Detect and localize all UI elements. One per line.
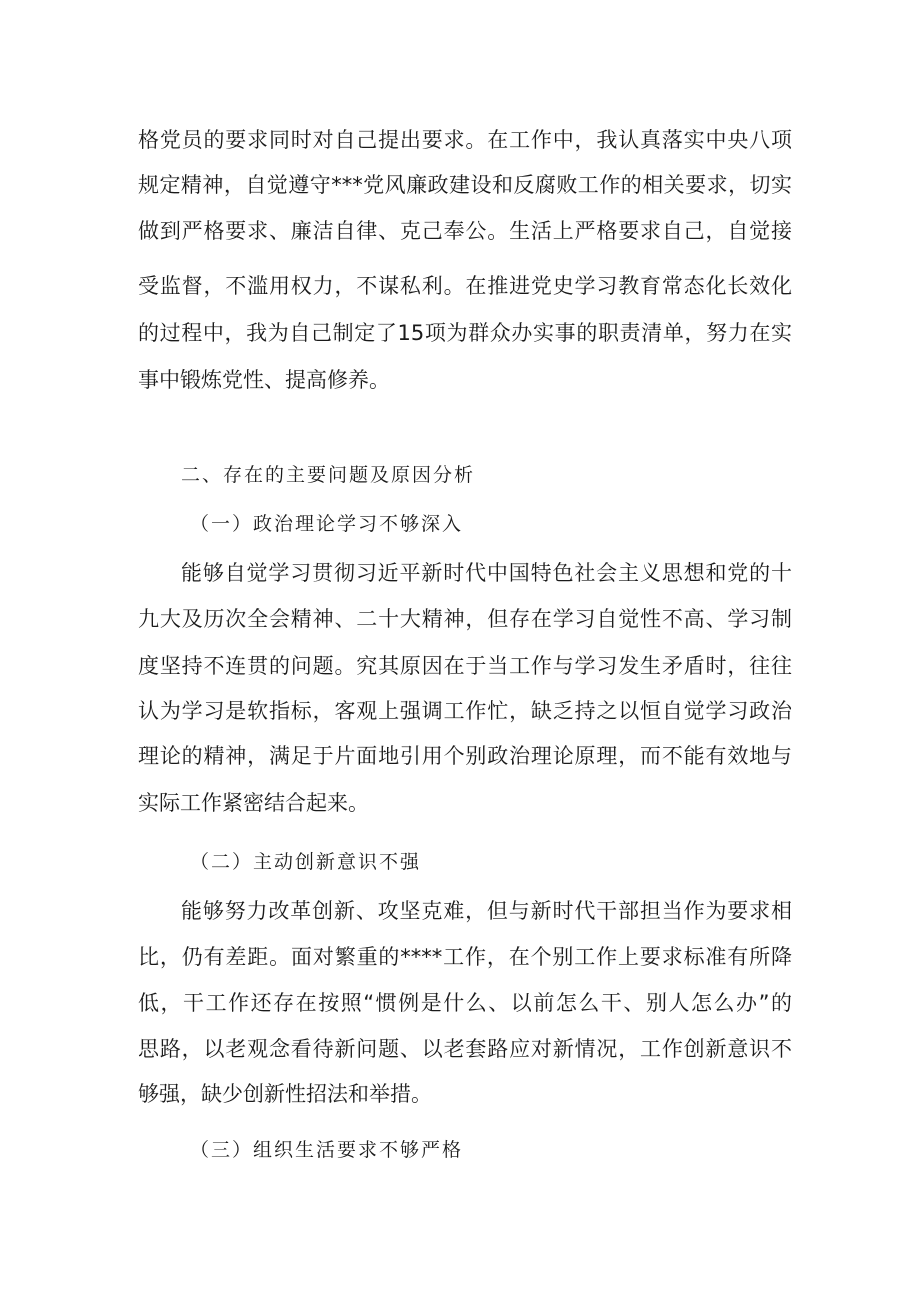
subsection-heading: （二）主动创新意识不强 bbox=[190, 851, 422, 873]
paragraph-line: 规定精神，自觉遵守***党风廉政建设和反腐败工作的相关要求，切实 bbox=[138, 173, 792, 197]
subsection-heading: （三）组织生活要求不够严格 bbox=[190, 1139, 464, 1161]
paragraph-line: 度坚持不连贯的问题。究其原因在于当工作与学习发生矛盾时，往往 bbox=[138, 654, 792, 678]
paragraph-line: 能够自觉学习贯彻习近平新时代中国特色社会主义思想和党的十 bbox=[181, 561, 792, 585]
paragraph-line: 受监督，不滥用权力，不谋私利。在推进党史学习教育常态化长效化 bbox=[138, 274, 792, 298]
paragraph-line: 理论的精神，满足于片面地引用个别政治理论原理，而不能有效地与 bbox=[138, 744, 792, 768]
paragraph-line: 的过程中，我为自己制定了15项为群众办实事的职责清单，努力在实 bbox=[138, 321, 792, 345]
paragraph-line: 低，干工作还存在按照“惯例是什么、以前怎么干、别人怎么办”的 bbox=[138, 991, 792, 1015]
paragraph-line: 认为学习是软指标，客观上强调工作忙，缺乏持之以恒自觉学习政治 bbox=[138, 699, 792, 723]
paragraph-line: 做到严格要求、廉洁自律、克己奉公。生活上严格要求自己，自觉接 bbox=[138, 219, 792, 243]
paragraph-line: 实际工作紧密结合起来。 bbox=[138, 791, 369, 815]
paragraph-line: 比，仍有差距。面对繁重的****工作，在个别工作上要求标准有所降 bbox=[138, 945, 792, 969]
paragraph-line: 格党员的要求同时对自己提出要求。在工作中，我认真落实中央八项 bbox=[138, 128, 792, 152]
paragraph-line: 九大及历次全会精神、二十大精神，但存在学习自觉性不高、学习制 bbox=[138, 607, 792, 631]
paragraph-line: 事中锻炼党性、提高修养。 bbox=[138, 368, 390, 392]
section-heading: 二、存在的主要问题及原因分析 bbox=[181, 464, 476, 486]
paragraph-line: 思路，以老观念看待新问题、以老套路应对新情况，工作创新意识不 bbox=[138, 1037, 792, 1061]
paragraph-line: 能够努力改革创新、攻坚克难，但与新时代干部担当作为要求相 bbox=[181, 899, 792, 923]
paragraph-line: 够强，缺少创新性招法和举措。 bbox=[138, 1082, 432, 1106]
subsection-heading: （一）政治理论学习不够深入 bbox=[190, 513, 464, 535]
